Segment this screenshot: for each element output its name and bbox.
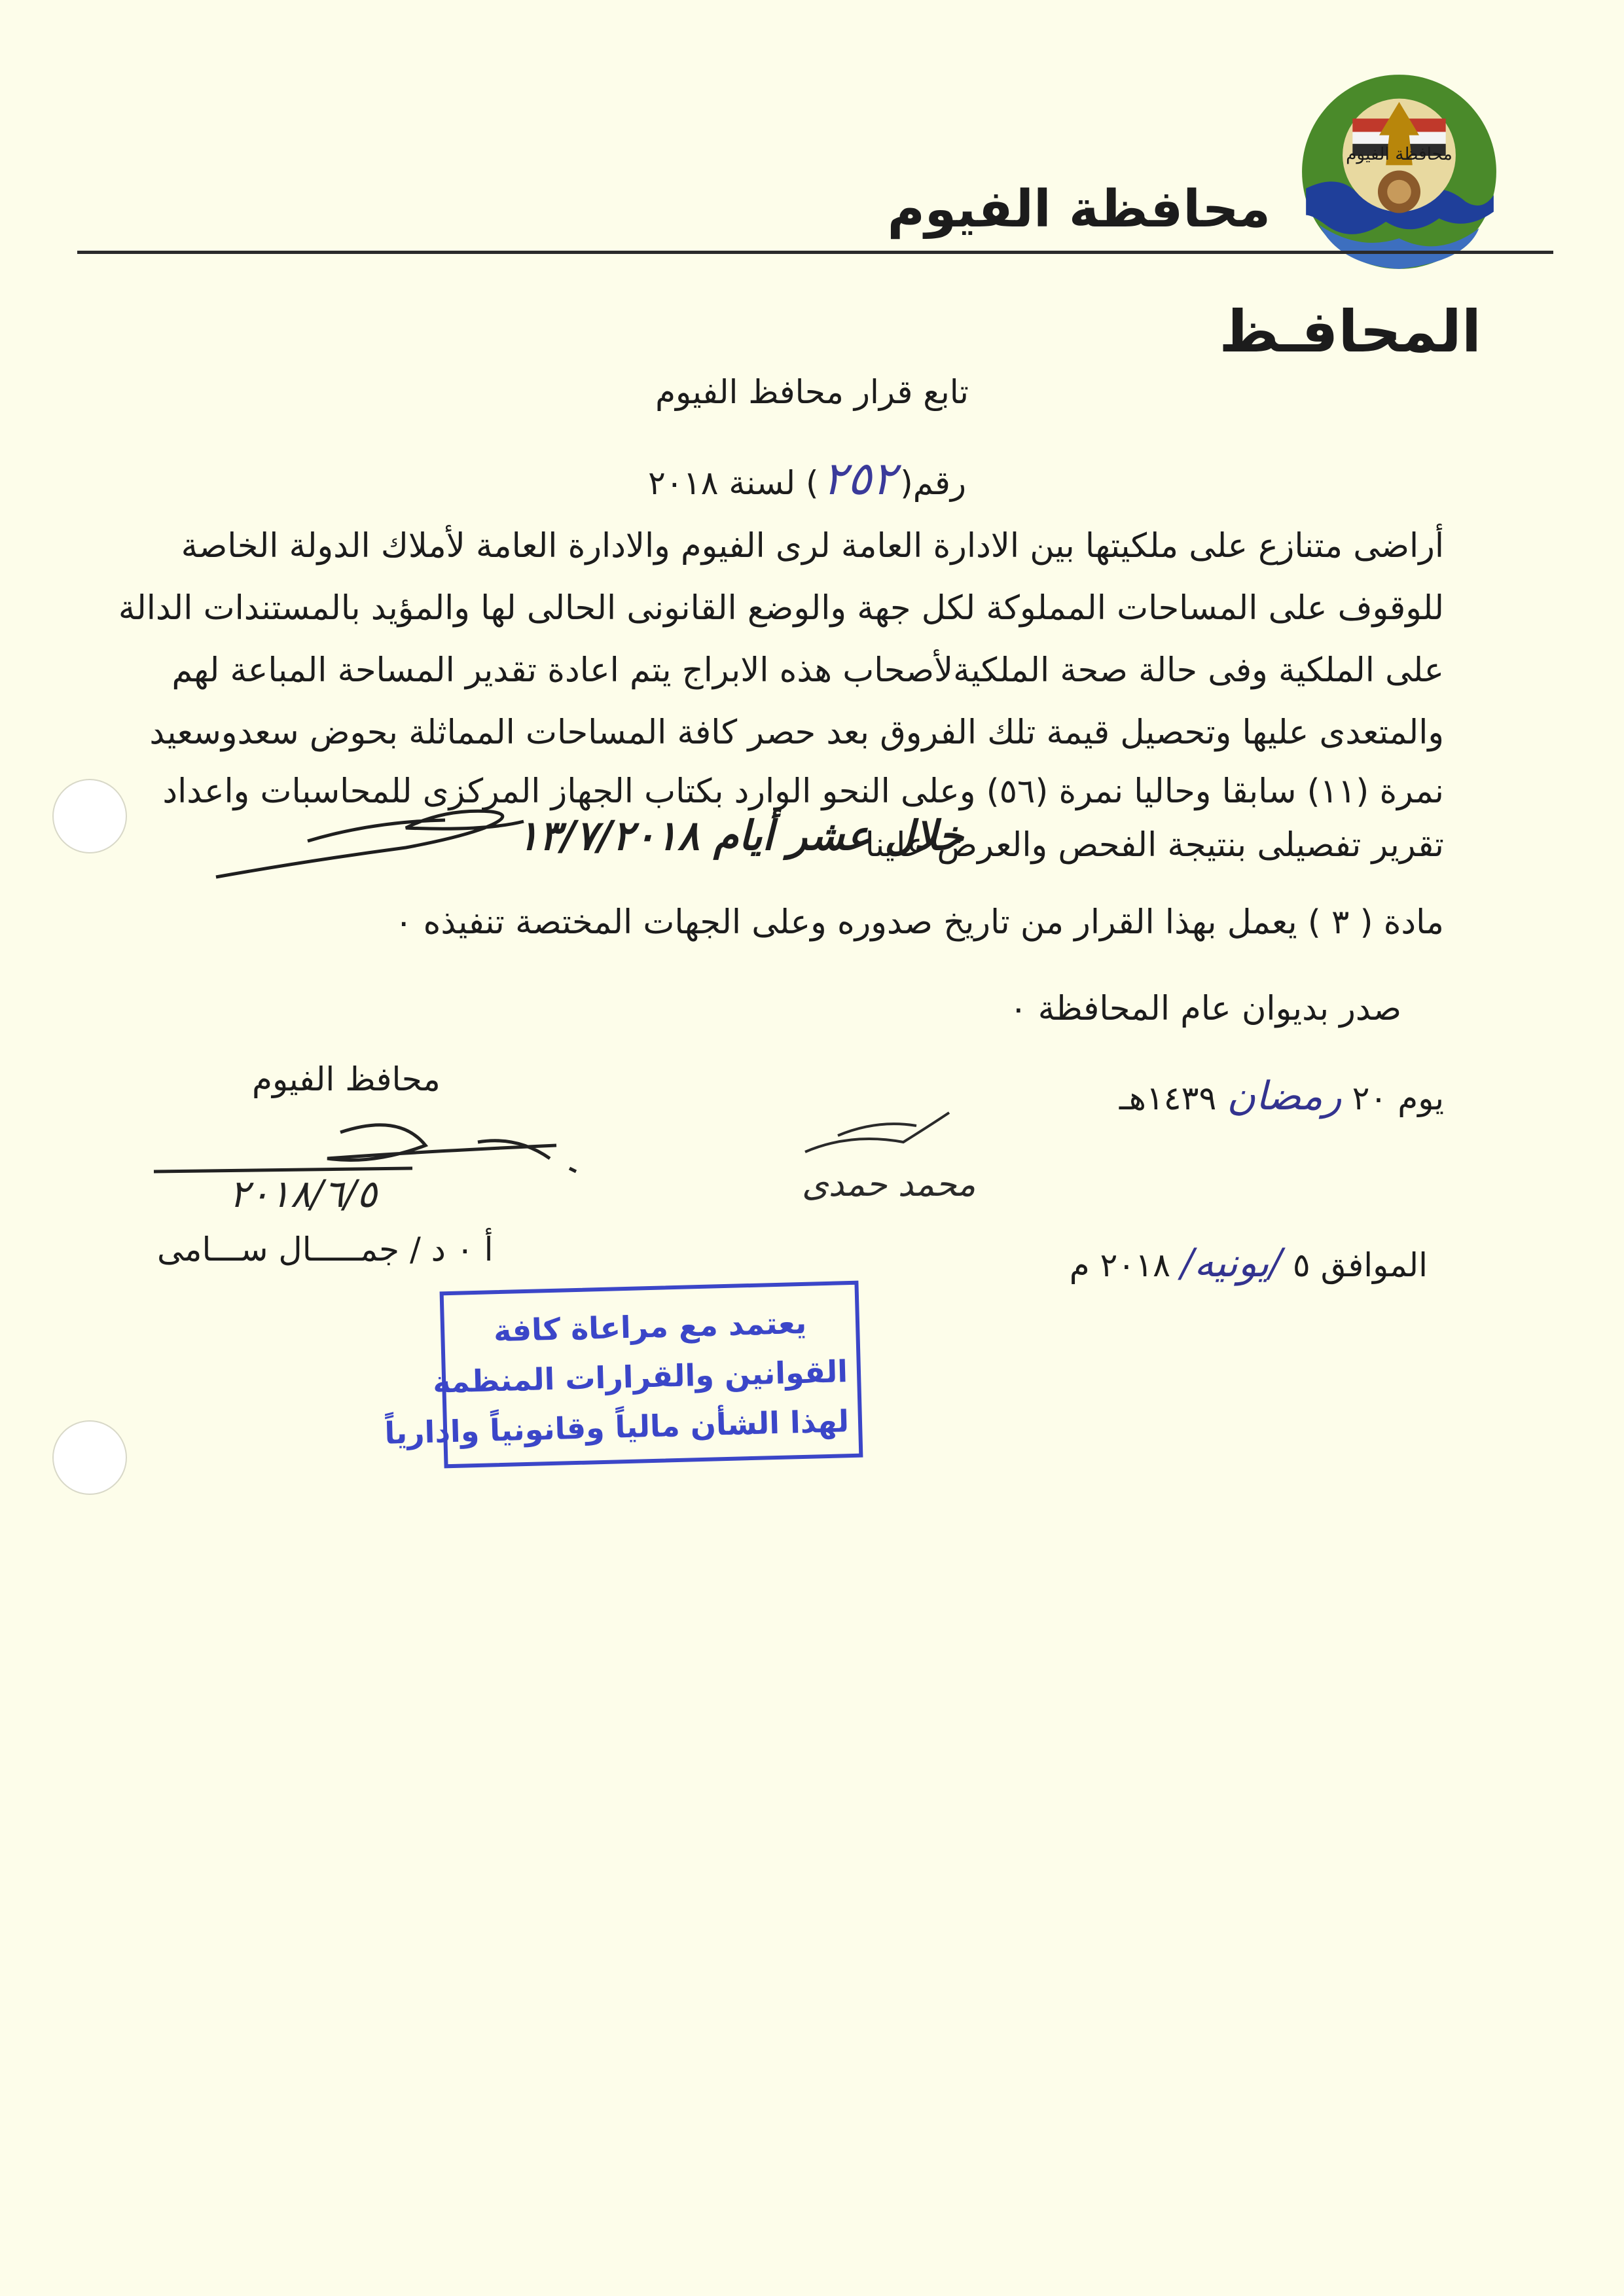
- signer-name: أ ٠ د / جمـــــال ســـامى: [157, 1230, 494, 1268]
- signer-title: محافظ الفيوم: [252, 1060, 441, 1098]
- body-line: تقرير تفصيلى بنتيجة الفحص والعرض علينا: [865, 826, 1444, 865]
- signature-date: ٢٠١٨/٦/٥: [229, 1172, 377, 1216]
- governor-heading: المحافـظ: [1219, 298, 1481, 365]
- handwritten-note: خلال عشر أيام ١٣/٧/٢٠١٨: [517, 812, 964, 859]
- approval-stamp: [384, 1281, 863, 1469]
- decree-number-suffix: ) لسنة ٢٠١٨: [648, 464, 819, 502]
- governorate-logo: [1299, 72, 1499, 272]
- body-line: أراضى متنازع على ملكيتها بين الادارة العامة لرى الفيوم والادارة العامة لأملاك الدولة الخاصة: [181, 527, 1444, 565]
- body-line: على الملكية وفى حالة صحة الملكيةلأصحاب هذه الابراج يتم اعادة تقدير المساحة المباعة لهم: [171, 651, 1444, 690]
- hijri-day: يوم ٢٠: [1352, 1079, 1444, 1117]
- governor-signature: [151, 1106, 609, 1198]
- punch-hole: [52, 1420, 127, 1495]
- issued-at: صدر بديوان عام المحافظة ٠: [1009, 990, 1401, 1028]
- decree-title: تابع قرار محافظ الفيوم: [655, 373, 969, 411]
- middle-signature-text: محمد حمدى: [802, 1165, 976, 1204]
- decree-number: [648, 452, 966, 505]
- decree-number-handwritten: ٢٥٢: [822, 452, 897, 505]
- gregorian-day: الموافق ٥: [1292, 1246, 1428, 1284]
- stamp-line: يعتمد مع مراعاة كافة: [493, 1304, 807, 1349]
- body-line: نمرة (١١) سابقا وحاليا نمرة (٥٦) وعلى النحو الوارد بكتاب الجهاز المركزى للمحاسبات واعداد: [162, 772, 1444, 811]
- decree-number-prefix: رقم(: [900, 464, 967, 502]
- gregorian-date: [1070, 1240, 1428, 1286]
- hijri-year: ١٤٣٩هـ: [1119, 1079, 1217, 1117]
- article-3: مادة ( ٣ ) يعمل بهذا القرار من تاريخ صدوره وعلى الجهات المختصة تنفيذه ٠: [395, 903, 1444, 942]
- logo-lettering: محافظة الفيوم: [1346, 144, 1453, 165]
- gregorian-year: ٢٠١٨ م: [1069, 1246, 1170, 1284]
- middle-signature-scribble-icon: [799, 1106, 962, 1165]
- stamp-line: لهذا الشأن مالياً وقانونياً وادارياً: [384, 1403, 850, 1451]
- body-line: والمتعدى عليها وتحصيل قيمة تلك الفروق بعد حصر كافة المساحات المماثلة بحوض سعدوسعيد: [149, 713, 1444, 752]
- gregorian-month-handwritten: /يونيه/: [1180, 1240, 1282, 1286]
- hijri-month-handwritten: رمضان: [1227, 1073, 1342, 1119]
- stamp-line: القوانين والقرارات المنظمة: [432, 1354, 848, 1400]
- punch-hole: [52, 779, 127, 853]
- governorate-name: محافظة الفيوم: [887, 180, 1271, 239]
- header-divider: [77, 251, 1553, 254]
- handwritten-scribble-icon: [209, 802, 537, 887]
- body-line: للوقوف على المساحات المملوكة لكل جهة والوضع القانونى الحالى لها والمؤيد بالمستندات الدالة: [118, 589, 1444, 628]
- hijri-date: [1119, 1073, 1444, 1119]
